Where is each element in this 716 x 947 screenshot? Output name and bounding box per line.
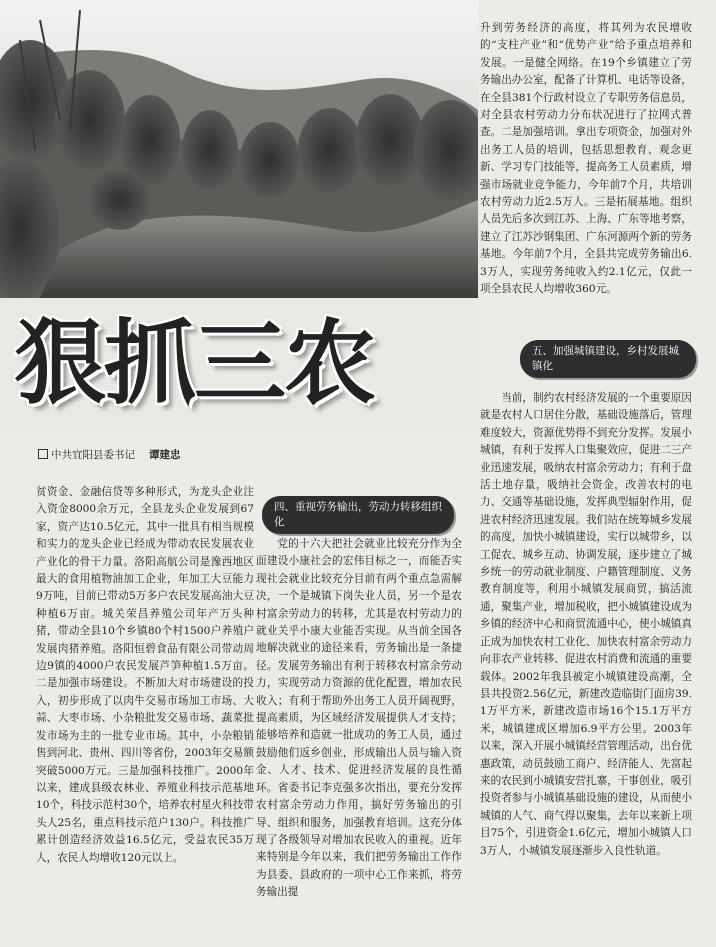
- byline: [38, 447, 181, 462]
- column-right-bottom: [480, 390, 692, 860]
- paragraph: 当前，制约农村经济发展的一个重要原因就是农村人口居住分散，基础设施落后，管理难度较大，资源优势得不到充分发挥。发展小城镇，有利于发挥人口集聚效应，促进二三产业迅速发展，吸纳农村富余劳动力；有利于盘活土地存量，吸纳社会资金，改善农村的电力、交通等基础设施，发挥典型辐射作用，促进农村经济迅速发展。我们站在统筹城乡发展的高度，加快小城镇建设，实行以城带乡，以工促农、城乡互动、协调发展，逐步建立了城乡统一的劳动就业制度、户籍管理制度、义务教育制度等，利用小城镇发展商贸，搞活流通，聚集产业，增加税收，把小城镇建设成为乡镇的经济中心和商贸流通中心，使小城镇真正成为加快农村工业化、加快农村富余劳动力向非农产业转移、促进农村消费和流通的重要载体。2002年我县被定小城镇建设高潮，全县共投资2.56亿元，新建改造临街门面房39.1万平方米，新建改造市场16个15.1万平方米，城镇建成区增加6.9平方公里。2003年以来，深入开展小城镇经营管理活动，出台优惠政策，动员鼓励工商户、经济能人、先富起来的农民到小城镇安营扎寨，干事创业，吸引投资者参与小城镇基础设施的建设，从而使小城镇的人气、商气得以聚集，去年以来新上项目75个，引进资金1.6亿元，增加小城镇人口3万人，小城镇发展逐渐步入良性轨道。: [480, 392, 692, 857]
- column-left: [36, 484, 254, 867]
- hillside-forest-photo: [0, 0, 478, 298]
- article-title: 狠抓三农: [14, 310, 375, 417]
- byline-org: 中共宜阳县委书记: [51, 449, 135, 461]
- byline-marker-icon: [38, 449, 48, 459]
- paragraph: 升到劳务经济的高度，将其列为农民增收的“支柱产业”和“优势产业”给予重点培养和发展。一是健全网络。在19个乡镇建立了劳务输出办公室，配备了计算机、电话等设备，在全县381个行政村设立了专职劳务信息员，对全县农村劳动力分布状况进行了拉网式普查。二是加强培训。拿出专项资金，加强对外出务工人员的培训，包括思想教育、观念更新、学习专门技能等，提高务工人员素质，增强市场就业竞争能力，今年前7个月，共培训农村劳动力近2.5万人。三是拓展基地。组织人员先后多次到江苏、上海、广东等地考察，建立了江苏沙钢集团、广东河源两个新的劳务基地。今年前7个月，全县共完成劳务输出6.3万人，实现劳务纯收入约2.1亿元，仅此一项全县农民人均增收360元。: [480, 22, 692, 296]
- byline-author: 谭建忠: [149, 449, 181, 461]
- paragraph: 贫资金、金融信贷等多种形式，为龙头企业注入资金8000余万元，全县龙头企业发展到67家，资产达10.5亿元，其中一批具有相当规模和实力的龙头企业已经成为带动农民发展农业产业化的骨干力量。洛阳高航公司是豫西地区最大的食用植物油加工企业，年加工大豆能力9万吨，目前已带动5万多户农民发展高油大豆种植6万亩。城关荣昌养殖公司年产万头种猪，带动全县10个乡镇80个村1500户养殖户发展肉猪养殖。洛阳恒碧食品有限公司带动周边9镇的4000户农民发展芦笋种植1.5万亩。二是加强市场建设。不断加大对市场建设的投入，初步形成了以肉牛交易市场加工市场、大蒜、大枣市场、小杂粮批发交易市场、蔬菜批发市场为主的一批专业市场。其中，小杂粮销售到河北、贵州、四川等省份，2003年交易额突破5000万元。三是加强科技推广。2000年以来，建成县级农林业、养殖业科技示范基地10个，科技示范村30个，培养农村星火科技带头人25名，重点科技示范户130户。科技推广累计创造经济效益16.5亿元，受益农民35万人，农民人均增收120元以上。: [36, 486, 254, 864]
- article-photo: [0, 0, 478, 298]
- column-middle: [256, 536, 462, 902]
- section-5-heading: 五、加强城镇建设，乡村发展城镇化: [520, 340, 696, 378]
- section-4-heading: 四、重视劳务输出，劳动力转移组织化: [262, 496, 454, 534]
- column-right-top: [480, 20, 692, 299]
- paragraph: 党的十六大把社会就业比较充分作为全面建设小康社会的宏伟目标之一，而能否实现社会就业比较充分目前有两个重点急需解决，一个是城镇下岗失业人员，另一个是农村富余劳动力的转移，尤其是农村劳动力的就业关乎小康大业能否实现。从当前全国各地解决就业的途径来看，劳务输出是一条捷径。发展劳务输出有利于转移农村富余劳动力，实现劳动力资源的优化配置，增加农民收入；有利于帮助外出务工人员开阔视野，提高素质，为区域经济发展提供人才支持；能够培养和造就一批成功的务工人员，通过鼓励他们返乡创业，形成输出人员与输入资金、人才、技术、促进经济发展的良性循环。省委书记李克强多次指出，要充分发挥农村富余劳动力作用，搞好劳务输出的引导、组织和服务，加强教育培训。这充分体现了各级领导对增加农民收入的重视。近年来特别是今年以来，我们把劳务输出工作作为县委、县政府的一项中心工作来抓，将劳务输出提: [256, 538, 462, 899]
